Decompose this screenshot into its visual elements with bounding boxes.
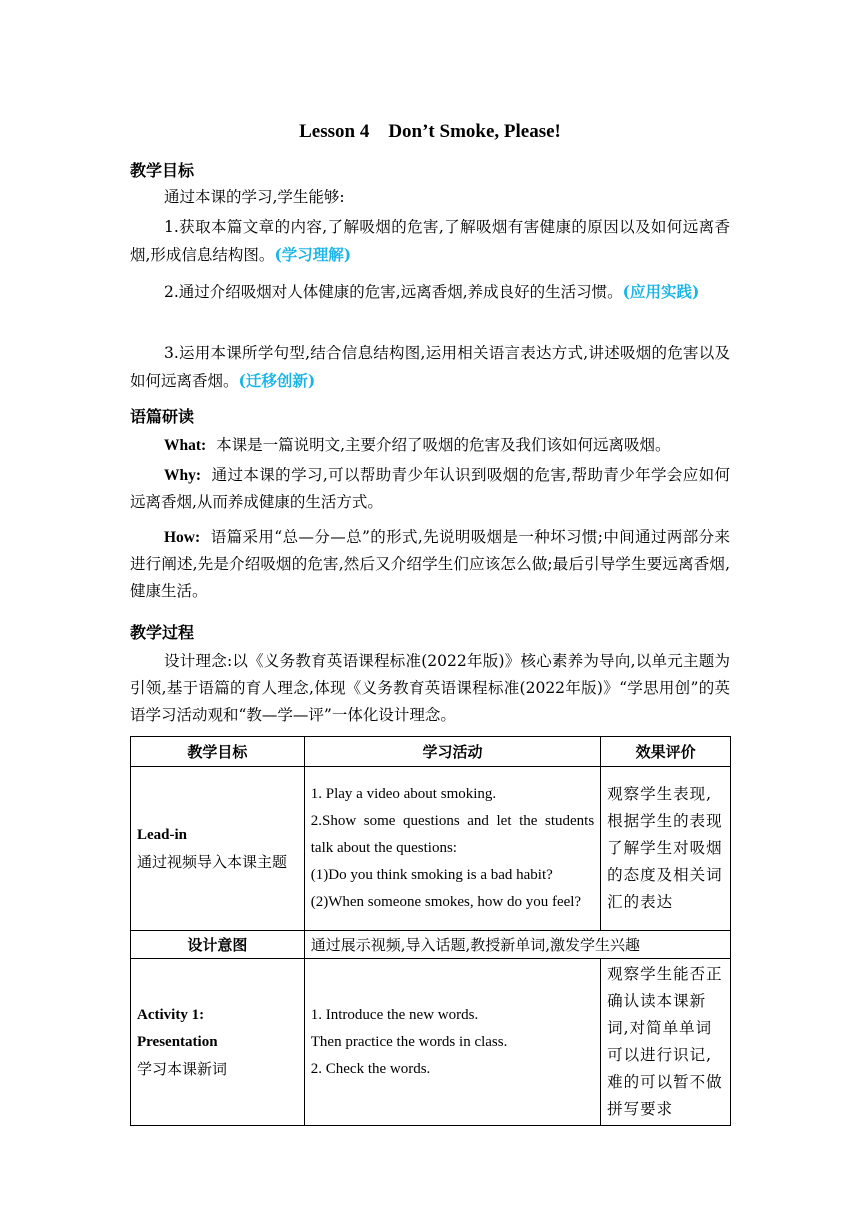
table-row (131, 959, 731, 1126)
objective-item-2 (130, 278, 730, 306)
lesson-plan-table (130, 736, 731, 1126)
leadin-act-4: (2)When someone smokes, how do you feel? (310, 894, 582, 910)
how-text: 语篇采用“总—分—总”的形式,先说明吸烟是一种坏习惯;中间通过两部分来进行阐述,先是介绍吸烟的危害,然后又介绍学生们应该怎么做;最后引导学生要远离香烟,健康生活。 (130, 528, 731, 600)
activity1-act-1: 1. Introduce the new words. (310, 1006, 479, 1023)
objective-item-3 (130, 340, 730, 395)
objective-item-1-tag: (学习理解) (274, 245, 352, 264)
leadin-evaluation-cell: 观察学生表现,根据学生的表现了解学生对吸烟的态度及相关词汇的表达 (601, 767, 731, 931)
objectives-intro: 通过本课的学习,学生能够: (164, 188, 345, 206)
what-text: 本课是一篇说明文,主要介绍了吸烟的危害及我们该如何远离吸烟。 (216, 436, 671, 454)
activity1-activity-cell (304, 959, 600, 1126)
header-objectives: 教学目标 (131, 737, 305, 767)
table-row (131, 767, 731, 931)
design-concept: 设计理念:以《义务教育英语课程标准(2022年版)》核心素养为导向,以单元主题为引领,基于语篇的育人理念,体现《义务教育英语课程标准(2022年版)》“学思用创”的英语学习活动观和“教—学—评”一体化设计理念。 (130, 652, 730, 724)
design-intent-label: 设计意图 (131, 931, 305, 959)
leadin-objective-cell (131, 767, 305, 931)
table-header-row (131, 737, 731, 767)
objective-item-3-tag: (迁移创新) (238, 371, 316, 390)
what-label: What: (164, 437, 207, 454)
leadin-title: Lead-in (137, 826, 188, 843)
activity1-desc: 学习本课新词 (137, 1059, 228, 1078)
objective-item-1 (130, 214, 730, 269)
header-activities: 学习活动 (304, 737, 600, 767)
why-text: 通过本课的学习,可以帮助青少年认识到吸烟的危害,帮助青少年学会应如何远离香烟,从而养成健康的生活方式。 (130, 466, 731, 511)
process-heading: 教学过程 (130, 623, 195, 642)
leadin-act-2: 2.Show some questions and let the students talk about the questions: (310, 813, 595, 856)
objective-item-3-text: 3.运用本课所学句型,结合信息结构图,运用相关语言表达方式,讲述吸烟的危害以及如何远离香烟。 (130, 344, 730, 390)
activity1-title-2: Presentation (137, 1033, 218, 1050)
analysis-what (130, 432, 730, 459)
activity1-evaluation-cell: 观察学生能否正确认读本课新词,对简单单词可以进行识记,难的可以暂不做拼写要求 (601, 959, 731, 1126)
leadin-act-3: (1)Do you think smoking is a bad habit? (310, 867, 553, 883)
analysis-why (130, 462, 730, 516)
leadin-activity-cell (304, 767, 600, 931)
activity1-act-3: 2. Check the words. (310, 1060, 431, 1077)
activity1-title-1: Activity 1: (137, 1006, 205, 1023)
lesson-title: Lesson 4 Don’t Smoke, Please! (299, 121, 561, 142)
header-evaluation: 效果评价 (601, 737, 731, 767)
leadin-desc: 通过视频导入本课主题 (137, 852, 288, 871)
objective-item-1-text: 1.获取本篇文章的内容,了解吸烟的危害,了解吸烟有害健康的原因以及如何远离香烟,形成信息结构图。 (130, 218, 730, 264)
how-label: How: (164, 529, 201, 546)
objective-item-2-text: 2.通过介绍吸烟对人体健康的危害,远离香烟,养成良好的生活习惯。 (164, 283, 623, 301)
leadin-act-1: 1. Play a video about smoking. (310, 786, 497, 802)
objectives-heading: 教学目标 (130, 161, 195, 180)
why-label: Why: (164, 467, 202, 484)
objective-item-2-tag: (应用实践) (622, 282, 700, 301)
activity1-objective-cell (131, 959, 305, 1126)
analysis-how (130, 524, 730, 605)
table-row (131, 931, 731, 959)
design-intent-text: 通过展示视频,导入话题,教授新单词,激发学生兴趣 (304, 931, 730, 959)
analysis-heading: 语篇研读 (130, 407, 195, 426)
activity1-act-2: Then practice the words in class. (310, 1033, 508, 1050)
